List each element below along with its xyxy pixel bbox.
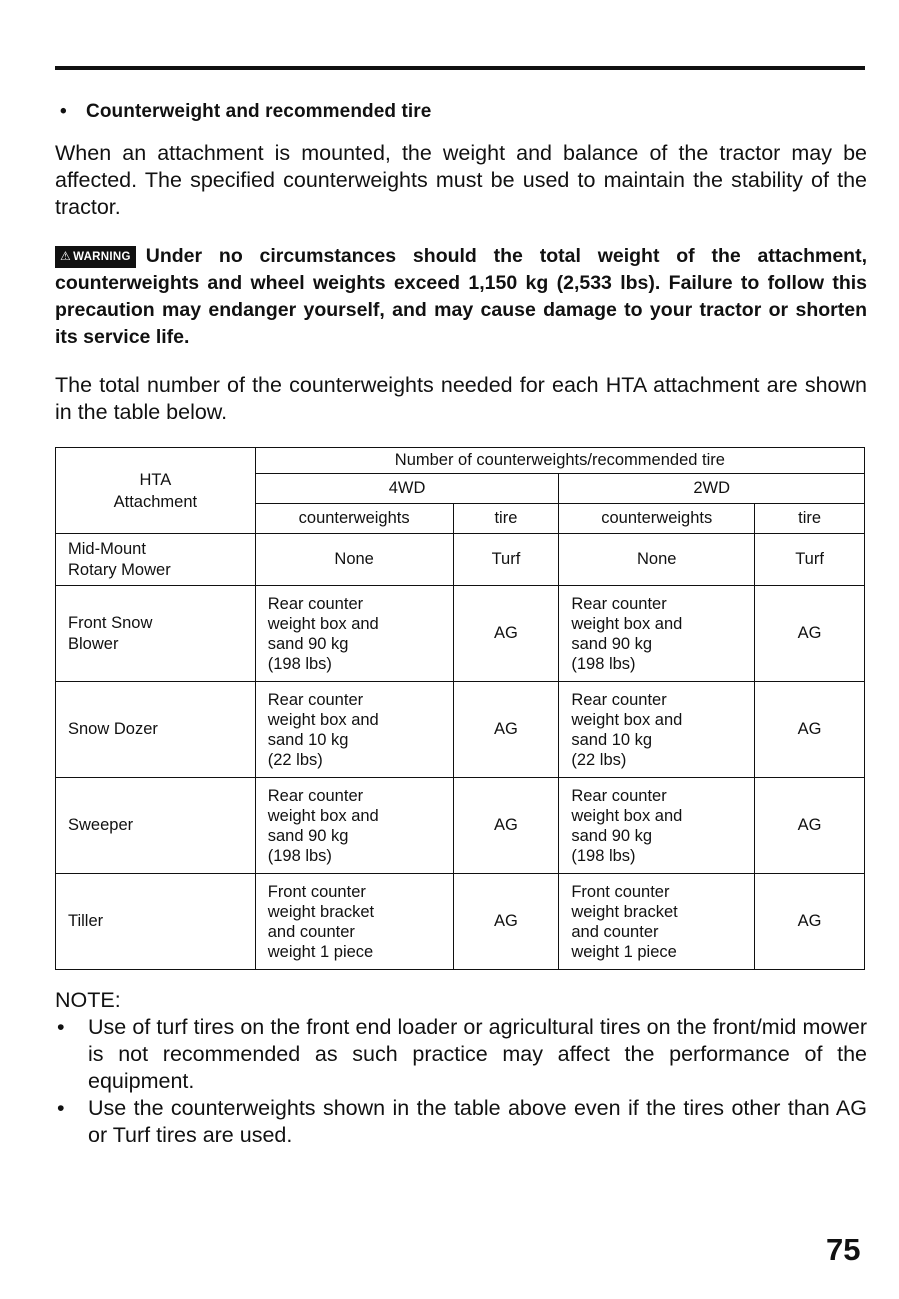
note-bullet: • <box>57 1096 65 1120</box>
hta-header-line1: HTA <box>139 470 172 489</box>
cw-line: sand 90 kg <box>267 826 349 845</box>
header-4wd: 4WD <box>255 474 559 504</box>
subheader-2wd-tire: tire <box>755 504 865 534</box>
cw-line: Rear counter <box>267 594 364 613</box>
cw-line: Rear counter <box>267 690 364 709</box>
tire-4wd-cell: AG <box>453 778 559 874</box>
cw-line: weight box and <box>267 710 379 729</box>
warning-triangle-icon: ⚠ <box>60 249 72 263</box>
note-item <box>55 1095 867 1149</box>
attachment-name-line1: Front Snow <box>68 613 153 632</box>
tire-2wd-cell: AG <box>755 682 865 778</box>
heading-bullet: • <box>60 101 67 122</box>
cw-line: Rear counter <box>571 690 667 709</box>
tire-4wd-cell: AG <box>453 682 559 778</box>
cw-line: (22 lbs) <box>571 750 627 769</box>
note-bullet: • <box>57 1015 65 1039</box>
note-item-text: Use the counterweights shown in the table above even if the tires other than AG or Turf tires are used. <box>88 1096 867 1147</box>
counterweights-2wd-cell: None <box>559 534 755 586</box>
cw-line: Front counter <box>267 882 366 901</box>
cw-line: (198 lbs) <box>267 846 332 865</box>
cw-line: weight 1 piece <box>267 942 374 961</box>
warning-badge <box>55 246 136 268</box>
counterweights-2wd-cell <box>559 874 755 970</box>
cw-line: Rear counter <box>571 786 667 805</box>
heading-text: Counterweight and recommended tire <box>86 101 432 122</box>
attachment-name-line1: Mid-Mount <box>68 539 146 558</box>
cw-line: weight box and <box>267 614 379 633</box>
note-item-text: Use of turf tires on the front end loader or agricultural tires on the front/mid mower is not recommended as such practice may affect the performance of the equipment. <box>88 1015 867 1093</box>
counterweight-table <box>55 447 865 970</box>
table-header-row-1 <box>56 448 865 474</box>
table-intro-paragraph: The total number of the counterweights needed for each HTA attachment are shown in the table below. <box>55 373 867 424</box>
counterweights-2wd-cell <box>559 682 755 778</box>
cw-line: (22 lbs) <box>267 750 323 769</box>
cw-line: and counter <box>267 922 355 941</box>
cw-line: sand 90 kg <box>571 634 653 653</box>
counterweights-4wd-cell <box>255 778 453 874</box>
cw-line: weight box and <box>571 806 683 825</box>
attachment-name-line2: Blower <box>68 634 119 653</box>
attachment-cell <box>56 778 256 874</box>
table-row <box>56 586 865 682</box>
page-number: 75 <box>826 1232 861 1267</box>
attachment-name-line2: Rotary Mower <box>68 560 171 579</box>
attachment-name-line1: Sweeper <box>68 816 134 834</box>
tire-2wd-cell: Turf <box>755 534 865 586</box>
warning-badge-label: WARNING <box>73 251 131 263</box>
cw-line: weight box and <box>267 806 379 825</box>
tire-4wd-cell: AG <box>453 874 559 970</box>
warning-text: Under no circumstances should the total weight of the attachment, counterweights and wheel weights exceed 1,150 kg (2,533 lbs). Failure to follow this precaution may endanger yourself, and may cause damage to your tractor or shorten its service life. <box>55 245 867 348</box>
cw-line: Rear counter <box>267 786 364 805</box>
warning-block <box>55 243 867 351</box>
tire-4wd-cell: Turf <box>453 534 559 586</box>
attachment-cell <box>56 874 256 970</box>
table-row <box>56 874 865 970</box>
counterweights-4wd-cell <box>255 874 453 970</box>
tire-2wd-cell: AG <box>755 586 865 682</box>
group-header: Number of counterweights/recommended tire <box>255 448 864 474</box>
tire-2wd-cell: AG <box>755 874 865 970</box>
cw-line: weight bracket <box>267 902 375 921</box>
table-row <box>56 534 865 586</box>
cw-line: sand 10 kg <box>571 730 653 749</box>
cw-line: weight box and <box>571 614 683 633</box>
subheader-4wd-tire: tire <box>453 504 559 534</box>
cw-line: and counter <box>571 922 659 941</box>
header-2wd: 2WD <box>559 474 865 504</box>
counterweights-2wd-cell <box>559 778 755 874</box>
attachment-cell <box>56 534 256 586</box>
counterweights-4wd-cell: None <box>255 534 453 586</box>
cw-line: sand 90 kg <box>571 826 653 845</box>
attachment-cell <box>56 586 256 682</box>
note-list <box>55 1014 867 1149</box>
counterweights-4wd-cell <box>255 586 453 682</box>
note-item <box>55 1014 867 1095</box>
cw-line: weight 1 piece <box>571 942 677 961</box>
table-row <box>56 778 865 874</box>
subheader-4wd-counterweights: counterweights <box>255 504 453 534</box>
cw-line: (198 lbs) <box>571 654 636 673</box>
section-heading <box>60 101 431 123</box>
intro-paragraph: When an attachment is mounted, the weight and balance of the tractor may be affected. The specified counterweights must be used to maintain the stability of the tractor. <box>55 141 867 219</box>
counterweights-4wd-cell <box>255 682 453 778</box>
cw-line: weight box and <box>571 710 683 729</box>
cw-line: Rear counter <box>571 594 667 613</box>
tire-4wd-cell: AG <box>453 586 559 682</box>
table-row <box>56 682 865 778</box>
cw-line: sand 90 kg <box>267 634 349 653</box>
hta-header-line2: Attachment <box>113 492 198 511</box>
subheader-2wd-counterweights: counterweights <box>559 504 755 534</box>
top-rule <box>55 66 865 70</box>
cw-line: (198 lbs) <box>571 846 636 865</box>
attachment-name-line1: Tiller <box>68 912 104 930</box>
counterweights-2wd-cell <box>559 586 755 682</box>
attachment-name-line1: Snow Dozer <box>68 720 158 738</box>
cw-line: (198 lbs) <box>267 654 332 673</box>
attachment-cell <box>56 682 256 778</box>
cw-line: sand 10 kg <box>267 730 349 749</box>
note-label: NOTE: <box>55 988 121 1012</box>
hta-attachment-header <box>56 448 256 534</box>
cw-line: weight bracket <box>571 902 678 921</box>
cw-line: Front counter <box>571 882 670 901</box>
tire-2wd-cell: AG <box>755 778 865 874</box>
